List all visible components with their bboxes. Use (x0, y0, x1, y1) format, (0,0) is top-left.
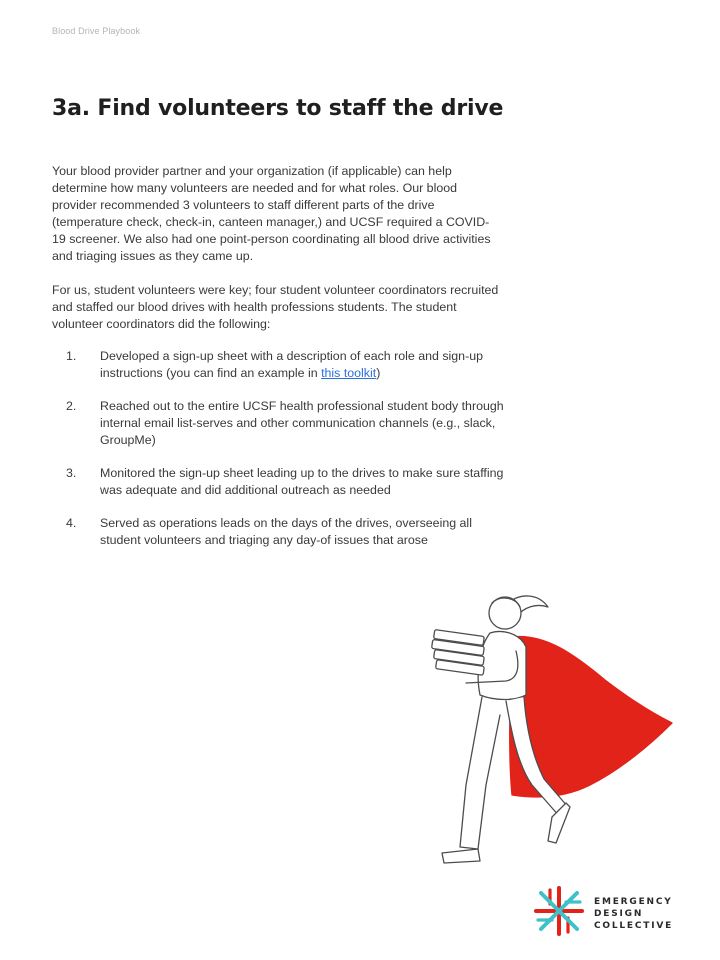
intro-paragraph: Your blood provider partner and your organization (if applicable) can help determine how many volunteers are needed and for what roles. Our blood provider recommended 3 volunteers to staff different parts of the drive (temperature check, check-in, canteen manager,) and UCSF required a COVID-19 screener. We also had one point-person coordinating all blood drive activities and triaging issues as they came up. (52, 164, 491, 263)
steps-list (52, 348, 512, 565)
books-icon (432, 630, 485, 676)
step-text: Served as operations leads on the days of the drives, overseeing all student volunteers and triaging any day-of issues that arose (100, 516, 472, 547)
step-number: 4. (66, 516, 77, 530)
list-item (52, 348, 512, 382)
logo-line-design: DESIGN (594, 909, 644, 919)
toolkit-link[interactable]: this toolkit (321, 366, 377, 380)
edc-logo-icon (532, 884, 586, 938)
edc-logo-text (594, 896, 673, 932)
torso (478, 632, 526, 700)
step-text: Monitored the sign-up sheet leading up to the drives to make sure staffing was adequate and did additional outreach as needed (100, 466, 504, 497)
volunteers-paragraph: For us, student volunteers were key; four student volunteer coordinators recruited and staffed our blood drives with health professions students. The student volunteer coordinators did the following: (52, 283, 499, 331)
running-header: Blood Drive Playbook (52, 26, 141, 36)
logo-line-emergency: EMERGENCY (594, 897, 673, 907)
list-item (52, 465, 512, 499)
step-text-end: ) (376, 366, 381, 380)
list-item (52, 515, 512, 549)
step-number: 2. (66, 399, 77, 413)
step-number: 1. (66, 349, 77, 363)
superhero-volunteer-illustration (420, 585, 680, 870)
logo-line-collective: COLLECTIVE (594, 921, 674, 931)
step-number: 3. (66, 466, 77, 480)
leg-back (460, 697, 500, 849)
step-text: Reached out to the entire UCSF health professional student body through internal email list-serves and other communication channels (e.g., slack, GroupMe) (100, 399, 504, 447)
shoe-back (442, 849, 480, 863)
list-item (52, 398, 512, 449)
section-title: 3a. Find volunteers to staff the drive (52, 96, 504, 121)
step-text: Developed a sign-up sheet with a description of each role and sign-up instructions (you can find an example in (100, 349, 483, 380)
